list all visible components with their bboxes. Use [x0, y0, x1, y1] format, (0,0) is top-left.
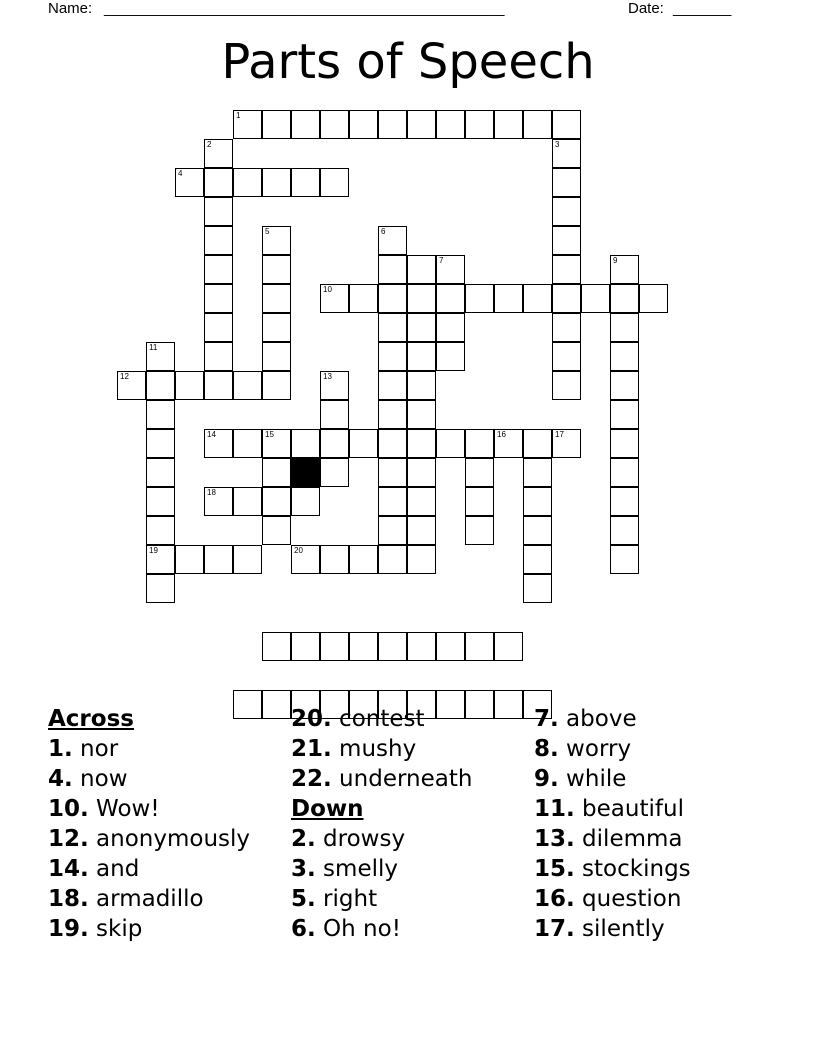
clue-item-number: 7. [534, 706, 559, 732]
grid-cell[interactable] [465, 516, 494, 545]
clue-number: 1 [236, 111, 241, 120]
grid-cell[interactable] [262, 690, 291, 719]
clue-item-text: now [72, 766, 128, 792]
grid-cell[interactable] [407, 487, 436, 516]
grid-cell[interactable] [204, 545, 233, 574]
clue-item-text: skip [88, 916, 143, 942]
clue-item [291, 914, 472, 944]
grid-cell[interactable] [378, 313, 407, 342]
clue-number: 4 [178, 169, 183, 178]
grid-cell[interactable] [262, 487, 291, 516]
clue-item [48, 764, 250, 794]
clue-item [534, 884, 691, 914]
grid-cell[interactable] [378, 632, 407, 661]
down-heading: Down [291, 796, 364, 822]
clue-item-text: while [558, 766, 627, 792]
grid-cell[interactable] [407, 516, 436, 545]
grid-cell[interactable] [233, 545, 262, 574]
clue-column-3 [534, 704, 691, 944]
clue-number: 6 [381, 227, 386, 236]
grid-cell[interactable] [233, 371, 262, 400]
clue-item [291, 764, 472, 794]
grid-cell[interactable] [494, 690, 523, 719]
clue-item-number: 4. [48, 766, 73, 792]
grid-cell[interactable] [262, 255, 291, 284]
clue-item-number: 3. [291, 856, 316, 882]
clue-item-text: silently [574, 916, 665, 942]
clue-item-number: 20. [291, 706, 332, 732]
grid-cell[interactable] [610, 487, 639, 516]
grid-cell[interactable] [610, 516, 639, 545]
clue-item-number: 19. [48, 916, 89, 942]
clue-item-number: 18. [48, 886, 89, 912]
grid-cell[interactable] [552, 226, 581, 255]
grid-cell[interactable] [291, 168, 320, 197]
clue-item [48, 914, 250, 944]
grid-cell[interactable] [291, 429, 320, 458]
clue-item [48, 824, 250, 854]
grid-cell[interactable] [610, 284, 639, 313]
date-label: Date: [628, 0, 664, 17]
clue-item-number: 1. [48, 736, 73, 762]
across-heading: Across [48, 706, 134, 732]
clue-item-number: 9. [534, 766, 559, 792]
grid-cell[interactable] [378, 255, 407, 284]
grid-cell[interactable] [320, 168, 349, 197]
grid-cell[interactable] [146, 574, 175, 603]
grid-cell[interactable] [407, 313, 436, 342]
grid-cell[interactable] [494, 632, 523, 661]
grid-cell[interactable] [523, 284, 552, 313]
clue-item-text: Wow! [88, 796, 160, 822]
grid-cell[interactable] [262, 110, 291, 139]
grid-cell[interactable] [146, 487, 175, 516]
name-field-line[interactable]: ________________________________________________ [104, 0, 505, 17]
grid-cell[interactable] [407, 284, 436, 313]
clue-item-number: 12. [48, 826, 89, 852]
grid-cell[interactable] [320, 632, 349, 661]
grid-cell[interactable] [262, 313, 291, 342]
grid-cell[interactable] [320, 458, 349, 487]
grid-cell[interactable] [262, 458, 291, 487]
grid-cell[interactable] [233, 487, 262, 516]
name-label: Name: [48, 0, 93, 17]
clue-item-text: dilemma [574, 826, 683, 852]
clue-item-number: 15. [534, 856, 575, 882]
grid-cell[interactable] [436, 342, 465, 371]
grid-cell[interactable] [175, 371, 204, 400]
grid-cell[interactable] [407, 545, 436, 574]
clue-column-2 [291, 704, 472, 944]
grid-cell[interactable] [494, 110, 523, 139]
grid-cell[interactable] [407, 458, 436, 487]
grid-cell[interactable] [320, 400, 349, 429]
grid-cell[interactable] [523, 545, 552, 574]
grid-cell[interactable] [378, 284, 407, 313]
clue-item-text: right [315, 886, 378, 912]
clue-number: 17 [555, 430, 564, 439]
clue-item [48, 734, 250, 764]
clue-number: 16 [497, 430, 506, 439]
grid-cell[interactable] [378, 110, 407, 139]
across-clue-list [48, 734, 250, 944]
grid-cell[interactable] [610, 255, 639, 284]
grid-cell[interactable] [436, 110, 465, 139]
grid-cell[interactable] [204, 487, 233, 516]
clue-item [534, 914, 691, 944]
grid-cell[interactable] [378, 516, 407, 545]
across-clue-list-continued [291, 704, 472, 794]
grid-cell[interactable] [204, 139, 233, 168]
clue-item-text: armadillo [88, 886, 204, 912]
grid-cell[interactable] [407, 400, 436, 429]
grid-cell[interactable] [552, 371, 581, 400]
clue-number: 13 [323, 372, 332, 381]
clue-number: 15 [265, 430, 274, 439]
clue-item [534, 734, 691, 764]
grid-cell[interactable] [610, 342, 639, 371]
clue-item-text: nor [72, 736, 119, 762]
clue-number: 7 [439, 256, 444, 265]
grid-cell[interactable] [320, 110, 349, 139]
grid-cell[interactable] [523, 429, 552, 458]
grid-cell[interactable] [262, 168, 291, 197]
grid-cell[interactable] [407, 110, 436, 139]
grid-cell[interactable] [610, 458, 639, 487]
grid-cell[interactable] [494, 284, 523, 313]
grid-cell[interactable] [552, 342, 581, 371]
clue-item [291, 854, 472, 884]
grid-cell[interactable] [204, 429, 233, 458]
grid-cell[interactable] [378, 487, 407, 516]
clue-item-number: 16. [534, 886, 575, 912]
clue-number: 14 [207, 430, 216, 439]
grid-cell[interactable] [204, 197, 233, 226]
grid-cell[interactable] [320, 429, 349, 458]
grid-cell[interactable] [378, 400, 407, 429]
grid-cell[interactable] [262, 632, 291, 661]
grid-cell[interactable] [407, 371, 436, 400]
clue-item [48, 854, 250, 884]
clue-item-text: mushy [331, 736, 417, 762]
grid-cell[interactable] [146, 342, 175, 371]
clue-number: 12 [120, 372, 129, 381]
grid-cell[interactable] [320, 371, 349, 400]
grid-cell[interactable] [523, 110, 552, 139]
grid-cell[interactable] [552, 197, 581, 226]
grid-cell[interactable] [436, 255, 465, 284]
grid-cell[interactable] [291, 632, 320, 661]
down-clue-list [291, 824, 472, 944]
grid-cell[interactable] [552, 110, 581, 139]
grid-cell[interactable] [436, 313, 465, 342]
clue-item-text: question [574, 886, 682, 912]
grid-cell[interactable] [262, 429, 291, 458]
grid-cell[interactable] [175, 545, 204, 574]
grid-cell[interactable] [465, 487, 494, 516]
grid-cell[interactable] [204, 371, 233, 400]
grid-cell[interactable] [523, 574, 552, 603]
grid-cell[interactable] [523, 487, 552, 516]
grid-cell[interactable] [465, 632, 494, 661]
grid-cell[interactable] [233, 168, 262, 197]
grid-cell[interactable] [639, 284, 668, 313]
clue-item-text: above [558, 706, 637, 732]
clue-number: 5 [265, 227, 270, 236]
grid-cell[interactable] [465, 110, 494, 139]
grid-cell[interactable] [262, 284, 291, 313]
grid-cell[interactable] [436, 632, 465, 661]
grid-cell[interactable] [378, 429, 407, 458]
grid-cell[interactable] [349, 429, 378, 458]
grid-cell[interactable] [610, 429, 639, 458]
grid-cell[interactable] [117, 371, 146, 400]
clue-item [48, 794, 250, 824]
grid-cell[interactable] [378, 545, 407, 574]
grid-cell[interactable] [465, 458, 494, 487]
grid-cell[interactable] [407, 632, 436, 661]
grid-cell[interactable] [233, 429, 262, 458]
grid-cell[interactable] [262, 371, 291, 400]
grid-cell[interactable] [146, 516, 175, 545]
grid-cell[interactable] [494, 429, 523, 458]
clue-item [48, 884, 250, 914]
grid-cell[interactable] [581, 284, 610, 313]
grid-cell[interactable] [262, 342, 291, 371]
grid-cell[interactable] [465, 429, 494, 458]
clue-item-number: 11. [534, 796, 575, 822]
puzzle-title: Parts of Speech [221, 34, 595, 90]
clue-item-number: 22. [291, 766, 332, 792]
grid-cell[interactable] [465, 284, 494, 313]
grid-cell[interactable] [523, 516, 552, 545]
clue-item [291, 824, 472, 854]
grid-cell[interactable] [262, 226, 291, 255]
clue-item [291, 734, 472, 764]
clue-item-number: 21. [291, 736, 332, 762]
clue-item [534, 794, 691, 824]
clue-item-text: beautiful [574, 796, 684, 822]
grid-cell[interactable] [407, 255, 436, 284]
grid-cell[interactable] [349, 284, 378, 313]
clue-number: 20 [294, 546, 303, 555]
clue-item [534, 854, 691, 884]
clue-item-number: 10. [48, 796, 89, 822]
clue-number: 19 [149, 546, 158, 555]
clue-number: 2 [207, 140, 212, 149]
clue-item-text: underneath [331, 766, 473, 792]
grid-cell[interactable] [233, 110, 262, 139]
clue-item-number: 6. [291, 916, 316, 942]
clue-column-1 [48, 704, 250, 944]
grid-cell[interactable] [204, 342, 233, 371]
grid-cell[interactable] [146, 429, 175, 458]
grid-cell[interactable] [204, 226, 233, 255]
grid-cell[interactable] [349, 110, 378, 139]
clue-number: 18 [207, 488, 216, 497]
grid-cell[interactable] [378, 342, 407, 371]
clue-item-number: 13. [534, 826, 575, 852]
down-clue-list-continued [534, 704, 691, 944]
grid-cell[interactable] [349, 545, 378, 574]
clue-item-number: 5. [291, 886, 316, 912]
grid-cell[interactable] [204, 255, 233, 284]
grid-cell[interactable] [204, 168, 233, 197]
grid-cell[interactable] [610, 400, 639, 429]
grid-cell[interactable] [378, 226, 407, 255]
clue-item-text: worry [558, 736, 632, 762]
grid-cell[interactable] [407, 429, 436, 458]
grid-cell[interactable] [552, 139, 581, 168]
clue-item-text: smelly [315, 856, 398, 882]
grid-cell[interactable] [552, 284, 581, 313]
grid-cell[interactable] [204, 284, 233, 313]
clue-item-text: stockings [574, 856, 691, 882]
clue-number: 11 [149, 343, 158, 352]
grid-cell[interactable] [175, 168, 204, 197]
grid-cell[interactable] [349, 632, 378, 661]
grid-cell[interactable] [378, 371, 407, 400]
black-square [291, 458, 320, 487]
grid-cell[interactable] [436, 429, 465, 458]
grid-cell[interactable] [436, 284, 465, 313]
grid-cell[interactable] [610, 545, 639, 574]
grid-cell[interactable] [204, 313, 233, 342]
clue-item-number: 17. [534, 916, 575, 942]
date-field-line[interactable]: _______ [673, 0, 732, 17]
clue-item-text: anonymously [88, 826, 251, 852]
grid-cell[interactable] [146, 371, 175, 400]
clue-item [534, 704, 691, 734]
clue-number: 10 [323, 285, 332, 294]
grid-cell[interactable] [320, 284, 349, 313]
grid-cell[interactable] [146, 545, 175, 574]
grid-cell[interactable] [523, 458, 552, 487]
clue-item-text: contest [331, 706, 425, 732]
clue-item-number: 14. [48, 856, 89, 882]
clue-number: 3 [555, 140, 560, 149]
clue-item-text: drowsy [315, 826, 406, 852]
grid-cell[interactable] [610, 371, 639, 400]
clue-item [291, 704, 472, 734]
grid-cell[interactable] [552, 255, 581, 284]
clue-item-number: 2. [291, 826, 316, 852]
grid-cell[interactable] [320, 545, 349, 574]
clue-item [534, 764, 691, 794]
grid-cell[interactable] [262, 516, 291, 545]
grid-cell[interactable] [552, 313, 581, 342]
grid-cell[interactable] [146, 400, 175, 429]
clue-number: 9 [613, 256, 618, 265]
grid-cell[interactable] [552, 429, 581, 458]
grid-cell[interactable] [407, 342, 436, 371]
grid-cell[interactable] [378, 458, 407, 487]
grid-cell[interactable] [610, 313, 639, 342]
grid-cell[interactable] [291, 110, 320, 139]
grid-cell[interactable] [146, 458, 175, 487]
clue-item-text: Oh no! [315, 916, 401, 942]
clue-item [534, 824, 691, 854]
clue-item [291, 884, 472, 914]
clue-item-text: and [88, 856, 140, 882]
grid-cell[interactable] [291, 487, 320, 516]
grid-cell[interactable] [552, 168, 581, 197]
clue-item-number: 8. [534, 736, 559, 762]
grid-cell[interactable] [291, 545, 320, 574]
